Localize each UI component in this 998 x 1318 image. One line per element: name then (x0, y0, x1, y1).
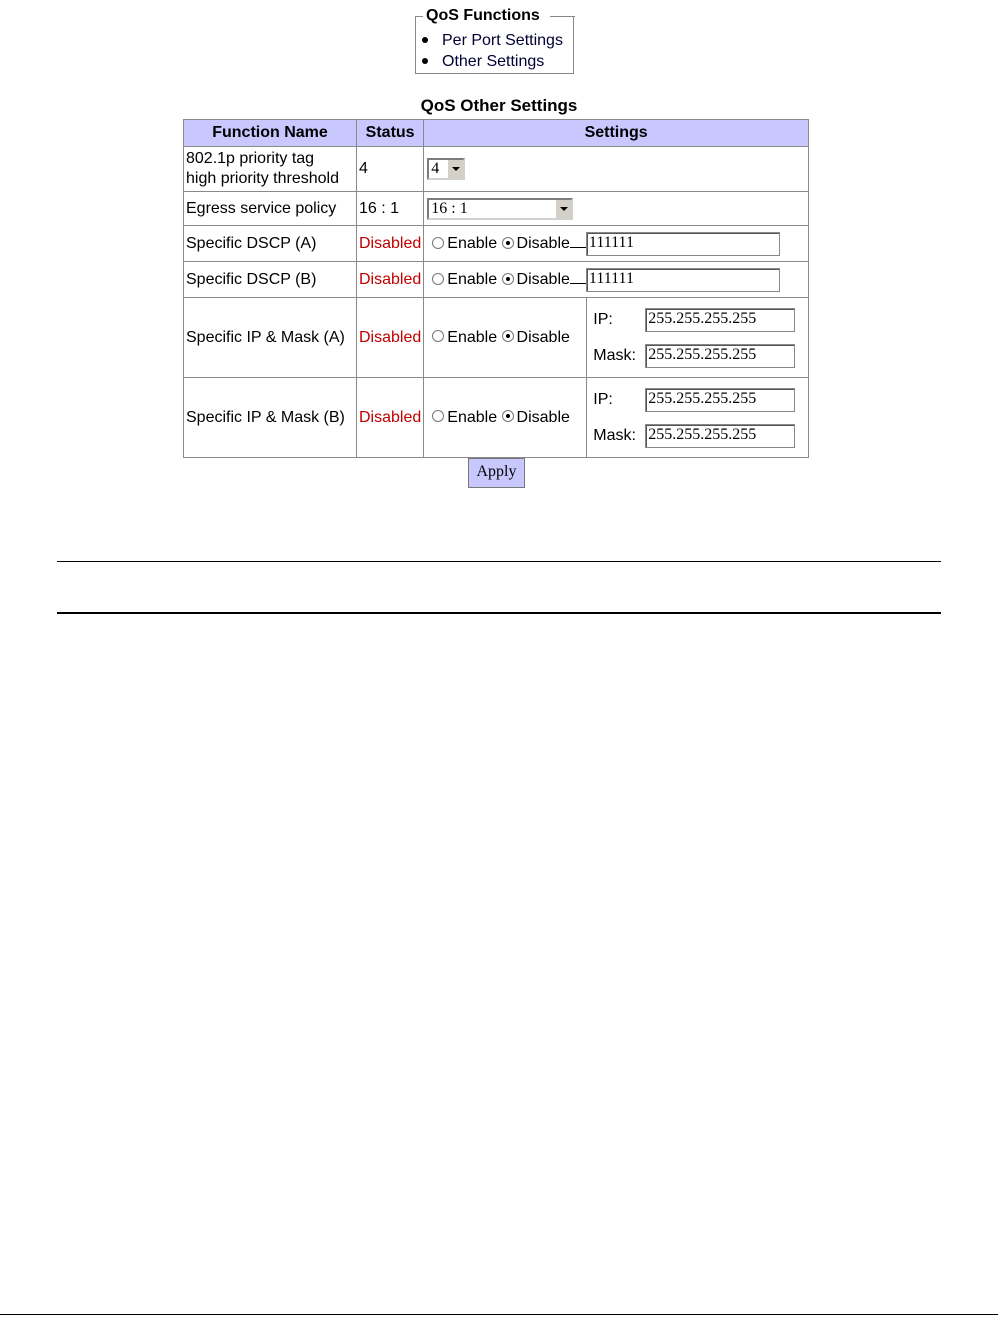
egress-policy-value: 16 : 1 (431, 199, 468, 217)
dscp-a-status: Disabled (357, 226, 424, 262)
list-item (422, 30, 563, 51)
dscp-a-name: Specific DSCP (A) (184, 226, 357, 262)
underscore-separator (570, 269, 586, 284)
qos-functions-legend: QoS Functions (426, 7, 540, 24)
list-item (422, 51, 563, 72)
header-function-name: Function Name (184, 120, 357, 147)
ip-b-status: Disabled (357, 378, 424, 458)
header-status: Status (357, 120, 424, 147)
qos-functions-box (415, 16, 574, 74)
ip-row (589, 382, 806, 418)
chevron-down-icon (555, 200, 571, 218)
ip-a-enable-label: Enable (447, 328, 498, 346)
dscp-a-settings-cell (424, 226, 809, 262)
per-port-settings-link[interactable]: Per Port Settings (442, 32, 563, 49)
egress-policy-select[interactable] (427, 198, 573, 220)
divider (0, 1314, 998, 1315)
dscp-b-status: Disabled (357, 262, 424, 298)
ip-b-enable-label: Enable (447, 408, 498, 426)
dscp-b-enable-radio[interactable] (432, 273, 444, 285)
dscp-a-input[interactable]: 111111 (586, 232, 780, 256)
ip-a-enable-radio[interactable] (432, 330, 444, 342)
ip-b-name: Specific IP & Mask (B) (184, 378, 357, 458)
apply-button[interactable]: Apply (468, 458, 525, 488)
function-name-cell (184, 147, 357, 192)
ip-a-name: Specific IP & Mask (A) (184, 298, 357, 378)
dscp-a-enable-label: Enable (447, 234, 498, 252)
ip-b-radio-cell (424, 378, 587, 458)
dscp-b-disable-label: Disable (516, 270, 570, 288)
page-title: QoS Other Settings (420, 96, 578, 115)
egress-status: 16 : 1 (357, 192, 424, 226)
other-settings-link[interactable]: Other Settings (442, 53, 545, 70)
ip-row (589, 302, 806, 338)
dscp-a-enable-radio[interactable] (432, 237, 444, 249)
dscp-a-disable-radio[interactable] (502, 237, 514, 249)
ip-b-fields-cell (587, 378, 809, 458)
ip-b-disable-radio[interactable] (502, 410, 514, 422)
dscp-b-input[interactable]: 111111 (586, 268, 780, 292)
table-row (184, 192, 809, 226)
ip-a-radio-cell (424, 298, 587, 378)
priority-status: 4 (357, 147, 424, 192)
egress-settings-cell (424, 192, 809, 226)
priority-threshold-select[interactable] (427, 158, 465, 180)
mask-row (589, 418, 806, 454)
dscp-b-name: Specific DSCP (B) (184, 262, 357, 298)
ip-a-mask-input[interactable]: 255.255.255.255 (645, 344, 795, 368)
ip-b-ip-label: IP: (593, 390, 613, 408)
ip-b-enable-radio[interactable] (432, 410, 444, 422)
priority-settings-cell (424, 147, 809, 192)
ip-a-disable-label: Disable (516, 328, 570, 346)
dscp-a-disable-label: Disable (516, 234, 570, 252)
table-row (184, 298, 809, 378)
table-row (184, 378, 809, 458)
chevron-down-icon (447, 160, 463, 178)
ip-b-ip-input[interactable]: 255.255.255.255 (645, 388, 795, 412)
ip-b-disable-label: Disable (516, 408, 570, 426)
bullet-icon (422, 58, 428, 64)
ip-a-ip-input[interactable]: 255.255.255.255 (645, 308, 795, 332)
qos-settings-table (183, 119, 809, 458)
priority-name-line2: high priority threshold (186, 170, 339, 187)
table-header-row (184, 120, 809, 147)
divider (57, 561, 941, 562)
mask-row (589, 338, 806, 374)
dscp-b-disable-radio[interactable] (502, 273, 514, 285)
ip-a-status: Disabled (357, 298, 424, 378)
ip-b-mask-input[interactable]: 255.255.255.255 (645, 424, 795, 448)
ip-a-disable-radio[interactable] (502, 330, 514, 342)
bullet-icon (422, 37, 428, 43)
ip-a-ip-label: IP: (593, 310, 613, 328)
table-row (184, 147, 809, 192)
dscp-b-settings-cell (424, 262, 809, 298)
table-row (184, 262, 809, 298)
ip-a-mask-label: Mask: (593, 346, 636, 364)
priority-name-line1: 802.1p priority tag (186, 150, 315, 167)
table-row (184, 226, 809, 262)
priority-threshold-value: 4 (431, 160, 440, 177)
egress-name: Egress service policy (184, 192, 357, 226)
dscp-b-enable-label: Enable (447, 270, 498, 288)
ip-a-fields-cell (587, 298, 809, 378)
divider (57, 612, 941, 614)
underscore-separator (570, 233, 586, 248)
header-settings: Settings (424, 120, 809, 147)
ip-b-mask-label: Mask: (593, 426, 636, 444)
